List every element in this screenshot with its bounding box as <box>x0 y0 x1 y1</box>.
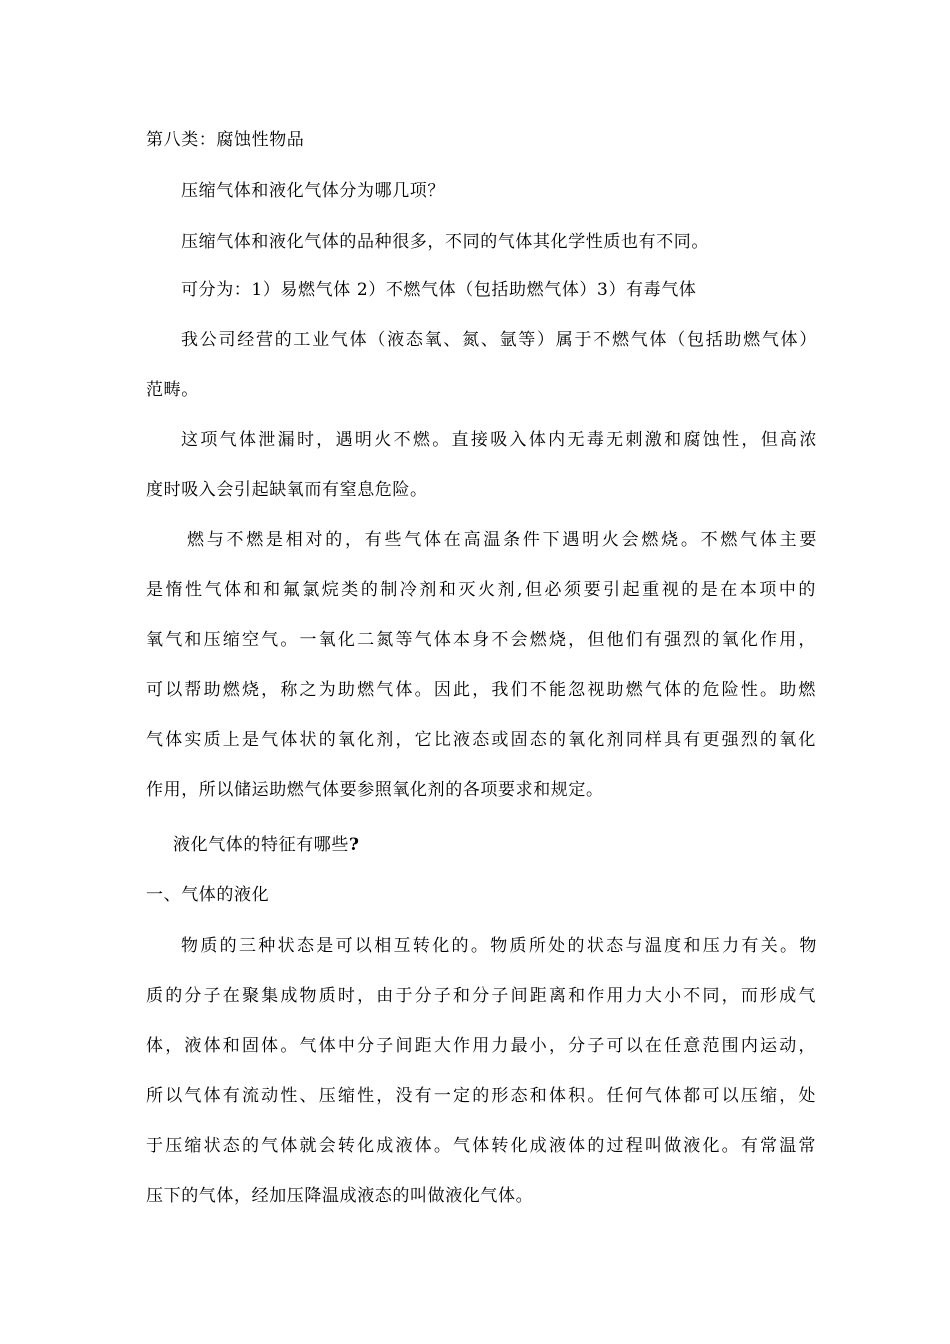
question-heading-liquefied-gas <box>173 832 817 858</box>
paragraph-line: 是惰性气体和和氟氯烷类的制冷剂和灭火剂,但必须要引起重视的是在本项中的 <box>146 580 816 600</box>
paragraph-line: 可以帮助燃烧，称之为助燃气体。因此，我们不能忽视助燃气体的危险性。助燃 <box>146 680 816 700</box>
paragraph-line: 范畴。 <box>146 380 199 400</box>
paragraph-line: 体，液体和固体。气体中分子间距大作用力最小，分子可以在任意范围内运动， <box>146 1036 816 1056</box>
paragraph-line: 质的分子在聚集成物质时，由于分子和分子间距离和作用力大小不同，而形成气 <box>146 986 816 1006</box>
paragraph-line: 氧气和压缩空气。一氧化二氮等气体本身不会燃烧，但他们有强烈的氧化作用， <box>146 630 816 650</box>
paragraph-line: 度时吸入会引起缺氧而有窒息危险。 <box>146 480 428 500</box>
question-text: 液化气体的特征有哪些 <box>173 835 349 855</box>
paragraph-line: 可分为：1）易燃气体 2）不燃气体（包括助燃气体）3）有毒气体 <box>181 280 697 300</box>
paragraph-line: 压缩气体和液化气体的品种很多，不同的气体其化学性质也有不同。 <box>181 232 709 252</box>
paragraph-line: 物质的三种状态是可以相互转化的。物质所处的状态与温度和压力有关。物 <box>181 936 817 956</box>
paragraph-line: 我公司经营的工业气体（液态氧、氮、氩等）属于不燃气体（包括助燃气体） <box>181 330 817 350</box>
paragraph-line: 所以气体有流动性、压缩性，没有一定的形态和体积。任何气体都可以压缩，处 <box>146 1086 816 1106</box>
section-heading-category-8: 第八类：腐蚀性物品 <box>146 130 305 150</box>
paragraph-line: 这项气体泄漏时，遇明火不燃。直接吸入体内无毒无刺激和腐蚀性，但高浓 <box>181 430 817 450</box>
paragraph-line: 气体实质上是气体状的氧化剂，它比液态或固态的氧化剂同样具有更强烈的氧化 <box>146 730 816 750</box>
paragraph-line: 压下的气体，经加压降温成液态的叫做液化气体。 <box>146 1186 534 1206</box>
paragraph-line: 燃与不燃是相对的，有些气体在高温条件下遇明火会燃烧。不燃气体主要 <box>187 530 817 550</box>
paragraph-line: 作用，所以储运助燃气体要参照氧化剂的各项要求和规定。 <box>146 780 604 800</box>
section-heading-gas-liquefaction: 一、气体的液化 <box>146 885 270 905</box>
question-heading-gas-types: 压缩气体和液化气体分为哪几项？ <box>181 181 445 201</box>
paragraph-line: 于压缩状态的气体就会转化成液体。气体转化成液体的过程叫做液化。有常温常 <box>146 1136 816 1156</box>
question-mark: ? <box>349 835 360 855</box>
